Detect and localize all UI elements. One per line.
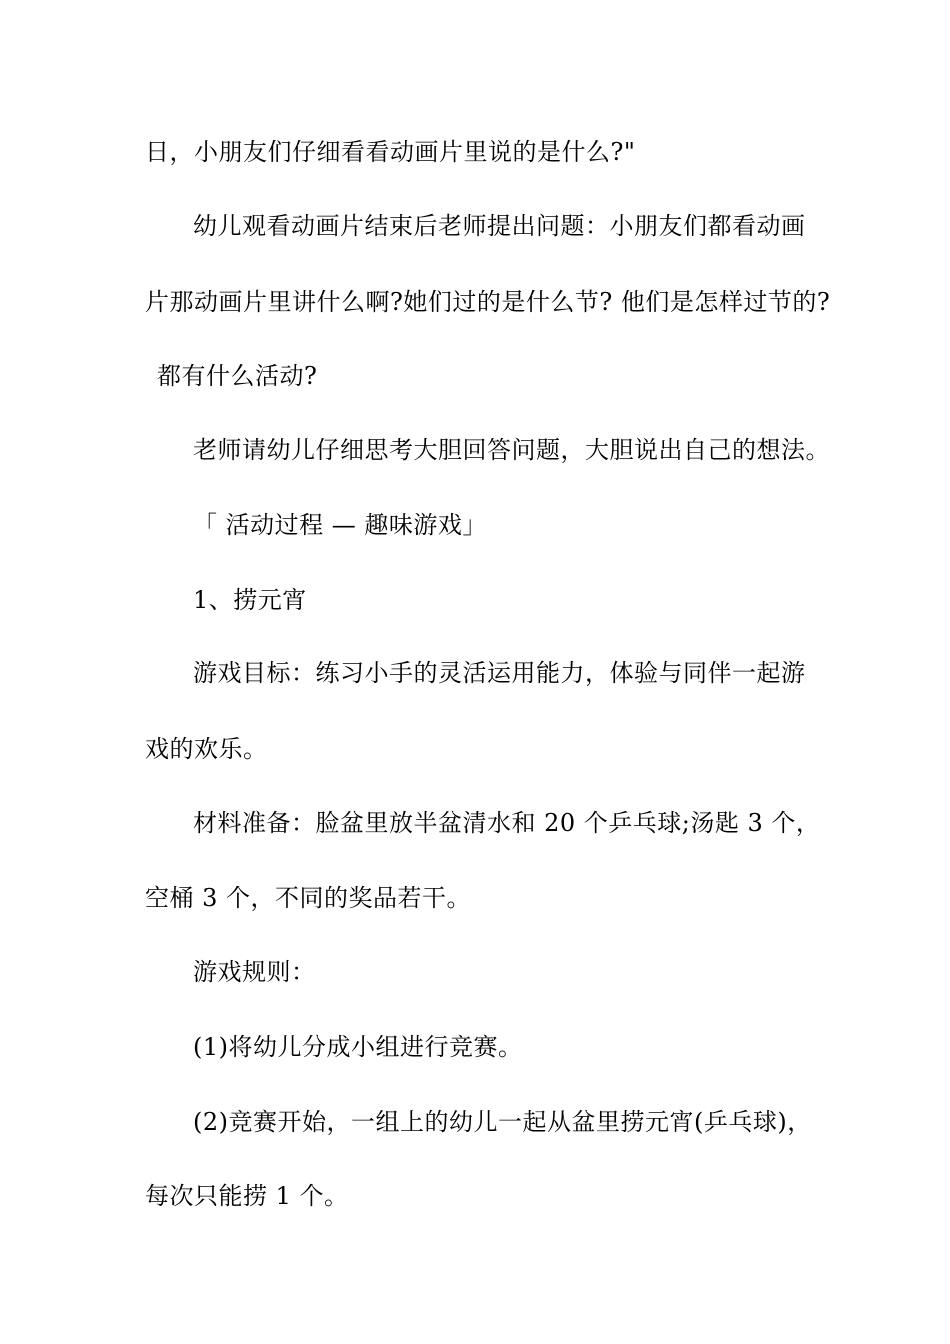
- text-line-3: 片那动画片里讲什么啊?她们过的是什么节? 他们是怎样过节的?: [145, 288, 831, 316]
- item-heading-1: 1、捞元宵: [193, 586, 307, 614]
- text-line-14: (2)竞赛开始，一组上的幼儿一起从盆里捞元宵(乒乓球)，: [193, 1108, 812, 1136]
- text-line-9: 戏的欢乐。: [145, 735, 268, 763]
- text-line-10: 材料准备：脸盆里放半盆清水和 20 个乒乓球;汤匙 3 个，: [193, 809, 821, 837]
- text-line-11: 空桶 3 个，不同的奖品若干。: [145, 884, 472, 912]
- text-line-5: 老师请幼儿仔细思考大胆回答问题，大胆说出自己的想法。: [193, 436, 830, 464]
- text-line-8: 游戏目标：练习小手的灵活运用能力，体验与同伴一起游: [193, 659, 806, 687]
- text-line-4: 都有什么活动?: [157, 362, 318, 390]
- text-line-12: 游戏规则：: [193, 958, 316, 986]
- section-heading: 「 活动过程 — 趣味游戏」: [193, 511, 487, 539]
- text-line-15: 每次只能捞 1 个。: [145, 1182, 349, 1210]
- text-line-13: (1)将幼儿分成小组进行竞赛。: [193, 1033, 523, 1061]
- text-line-2: 幼儿观看动画片结束后老师提出问题：小朋友们都看动画: [193, 212, 806, 240]
- text-line-1: 日，小朋友们仔细看看动画片里说的是什么?": [145, 138, 636, 166]
